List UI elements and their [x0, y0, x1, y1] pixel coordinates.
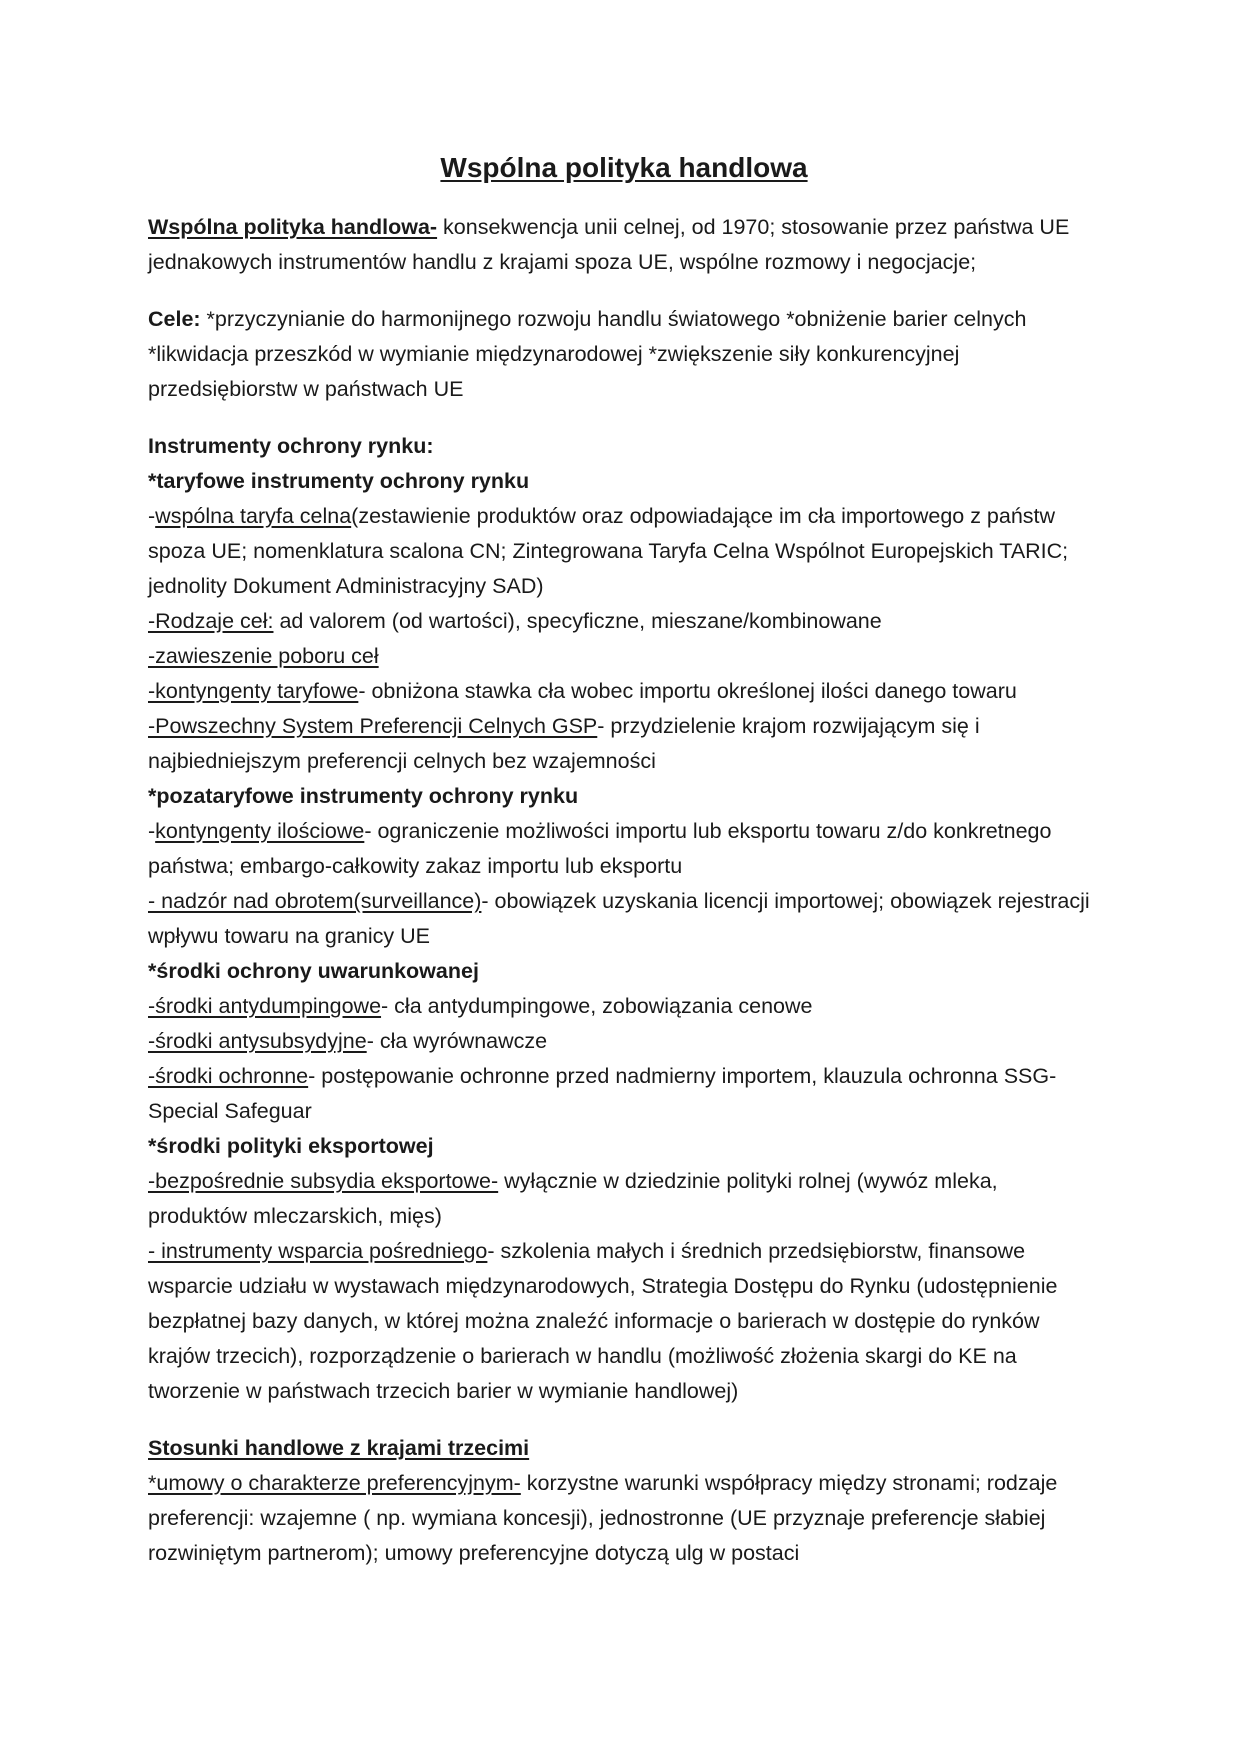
goals-paragraph [148, 302, 1100, 407]
spacer [148, 407, 1100, 429]
item-text: (zestawienie produktów oraz odpowiadające im cła importowego z państw spoza UE; nomenklatura scalona CN; Zintegrowana Taryfa Celna Wspólnot Europejskich TARIC; jednolity Dokument Administracyjny SAD) [148, 504, 1069, 598]
item-prefix: - [148, 504, 156, 528]
item-term: *umowy o charakterze preferencyjnym- [148, 1471, 521, 1495]
item-term: wspólna taryfa celna [155, 504, 352, 528]
list-item [148, 499, 1100, 604]
document-page [148, 146, 1100, 1571]
list-item [148, 884, 1100, 954]
item-term: -środki antysubsydyjne [148, 1029, 367, 1053]
item-text: korzystne warunki współpracy między stronami; rodzaje preferencji: wzajemne ( np. wymiana koncesji), jednostronne (UE przyznaje preferencje słabiej rozwiniętym partnerom); umowy preferencyjne dotyczą ulg w postaci [148, 1471, 1058, 1565]
list-item [148, 709, 1100, 779]
item-text: - obowiązek uzyskania licencji importowej; obowiązek rejestracji wpływu towaru na granicy UE [148, 889, 1090, 948]
third-countries-heading: Stosunki handlowe z krajami trzecimi [148, 1436, 530, 1460]
conditional-heading: *środki ochrony uwarunkowanej [148, 959, 479, 983]
list-item [148, 1164, 1100, 1234]
spacer [148, 1409, 1100, 1431]
item-term: -zawieszenie poboru ceł [148, 644, 379, 668]
item-term: -Powszechny System Preferencji Celnych GSP [148, 714, 598, 738]
item-text: - przydzielenie krajom rozwijającym się i najbiedniejszym preferencji celnych bez wzajemności [148, 714, 980, 773]
item-text: - ograniczenie możliwości importu lub eksportu towaru z/do konkretnego państwa; embargo-całkowity zakaz importu lub eksportu [148, 819, 1052, 878]
item-text: - cła wyrównawcze [366, 1029, 548, 1053]
list-item [148, 1024, 1100, 1059]
definition-paragraph [148, 210, 1100, 280]
item-term: -Rodzaje ceł: [148, 609, 274, 633]
list-item [148, 989, 1100, 1024]
item-text: - obniżona stawka cła wobec importu określonej ilości danego towaru [358, 679, 1017, 703]
definition-text: konsekwencja unii celnej, od 1970; stosowanie przez państwa UE jednakowych instrumentów handlu z krajami spoza UE, wspólne rozmowy i negocjacje; [148, 215, 1070, 274]
item-term: -bezpośrednie subsydia eksportowe- [148, 1169, 499, 1193]
spacer [148, 280, 1100, 302]
non-tariff-heading: *pozataryfowe instrumenty ochrony rynku [148, 784, 579, 808]
item-term: -środki antydumpingowe [148, 994, 382, 1018]
list-item [148, 1059, 1100, 1129]
item-term: - nadzór nad obrotem(surveillance) [148, 889, 482, 913]
page-title: Wspólna polityka handlowa [440, 152, 808, 183]
instruments-heading: Instrumenty ochrony rynku: [148, 434, 434, 458]
item-term: -środki ochronne [148, 1064, 309, 1088]
list-item [148, 674, 1100, 709]
export-heading: *środki polityki eksportowej [148, 1134, 434, 1158]
item-text: - cła antydumpingowe, zobowiązania cenowe [381, 994, 813, 1018]
item-text: ad valorem (od wartości), specyficzne, mieszane/kombinowane [273, 609, 882, 633]
item-text: wyłącznie w dziedzinie polityki rolnej (wywóz mleka, produktów mleczarskich, mięs) [148, 1169, 998, 1228]
list-item [148, 639, 1100, 674]
list-item [148, 604, 1100, 639]
item-text: - szkolenia małych i średnich przedsiębiorstw, finansowe wsparcie udziału w wystawach międzynarodowych, Strategia Dostępu do Rynku (udostępnienie bezpłatnej bazy danych, w której można znaleźć informacje o barierach w dostępie do rynków krajów trzecich), rozporządzenie o barierach w handlu (możliwość złożenia skargi do KE na tworzenie w państwach trzecich barier w wymianie handlowej) [148, 1239, 1058, 1403]
list-item [148, 1234, 1100, 1409]
item-term: -kontyngenty taryfowe [148, 679, 359, 703]
list-item [148, 1466, 1100, 1571]
definition-term: Wspólna polityka handlowa- [148, 215, 438, 239]
goals-text: *przyczynianie do harmonijnego rozwoju handlu światowego *obniżenie barier celnych *likwidacja przeszkód w wymianie międzynarodowej *zwiększenie siły konkurencyjnej przedsiębiorstw w państwach UE [148, 307, 1027, 401]
goals-label: Cele: [148, 307, 201, 331]
item-term: - instrumenty wsparcia pośredniego [148, 1239, 488, 1263]
item-term: kontyngenty ilościowe [155, 819, 365, 843]
item-prefix: - [148, 819, 156, 843]
item-text: - postępowanie ochronne przed nadmierny importem, klauzula ochronna SSG- Special Safeguar [148, 1064, 1057, 1123]
list-item [148, 814, 1100, 884]
tariff-heading: *taryfowe instrumenty ochrony rynku [148, 469, 530, 493]
